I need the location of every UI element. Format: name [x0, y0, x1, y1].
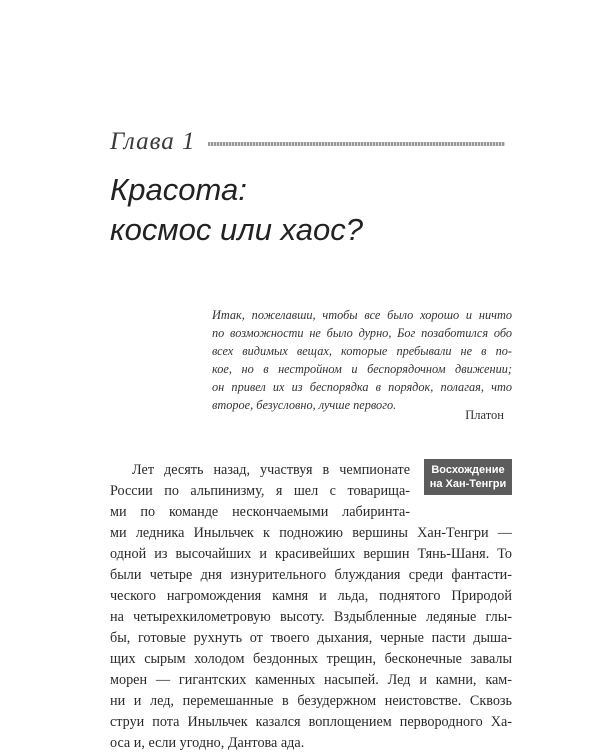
body-line: ческого нагромождения камня и льда, поднятого Природой	[110, 588, 512, 604]
epigraph-line: второе, безусловно, лучше первого.	[212, 398, 397, 412]
epigraph	[212, 306, 512, 414]
body-line: бы, готовые рухнуть от твоего дыхания, черные пасти дыша-	[110, 630, 512, 646]
body-line: Лет десять назад, участвуя в чемпионате	[132, 462, 410, 478]
chapter-label: Глава 1	[110, 128, 196, 155]
body-line: России по альпинизму, я шел с товарища-	[110, 483, 410, 499]
chapter-title-line-1: Красота:	[110, 172, 247, 207]
body-line: морен — гигантских каменных насыпей. Лед и камни, кам-	[110, 672, 512, 688]
body-line: ми по команде нескончаемыми лабиринта-	[110, 504, 410, 520]
body-line: ни и лед, перемешанные в безудержном неистовстве. Сквозь	[110, 693, 512, 709]
chapter-heading	[110, 125, 505, 159]
margin-note-line-2: на Хан-Тенгри	[429, 478, 507, 490]
body-line: были четыре дня изнурительного блуждания среди фантасти-	[110, 567, 512, 583]
body-line: струи пота Иныльчек казался воплощением первородного Ха-	[110, 714, 512, 730]
chapter-title-line-2: космос или хаос?	[110, 212, 363, 247]
epigraph-line: Итак, пожелавши, чтобы все было хорошо и ничто	[212, 308, 512, 322]
body-line: щих сырым холодом бездонных трещин, бесконечные завалы	[110, 651, 512, 667]
chapter-title	[110, 170, 510, 250]
chapter-rule	[208, 142, 505, 146]
epigraph-line: всех видимых вещах, которые пребывали не в по-	[212, 344, 512, 358]
body-line: одной из высочайших и красивейших вершин Тянь-Шаня. То	[110, 546, 512, 562]
epigraph-line: по возможности не было дурно, Бог позаботился обо	[212, 326, 512, 340]
margin-note-line-1: Восхождение	[431, 464, 505, 476]
body-paragraph	[110, 460, 512, 754]
body-line: ми ледника Иныльчек к подножию вершины Хан-Тенгри —	[110, 525, 512, 541]
epigraph-line: кое, но в нестройном и беспорядочном движении;	[212, 362, 512, 376]
epigraph-line: он привел их из беспорядка в порядок, полагая, что	[212, 380, 512, 394]
body-line: на четырехкилометровую высоту. Вздыбленные ледяные глы-	[110, 609, 512, 625]
epigraph-author: Платон	[465, 408, 504, 422]
body-line: оса и, если угодно, Дантова ада.	[110, 735, 305, 751]
